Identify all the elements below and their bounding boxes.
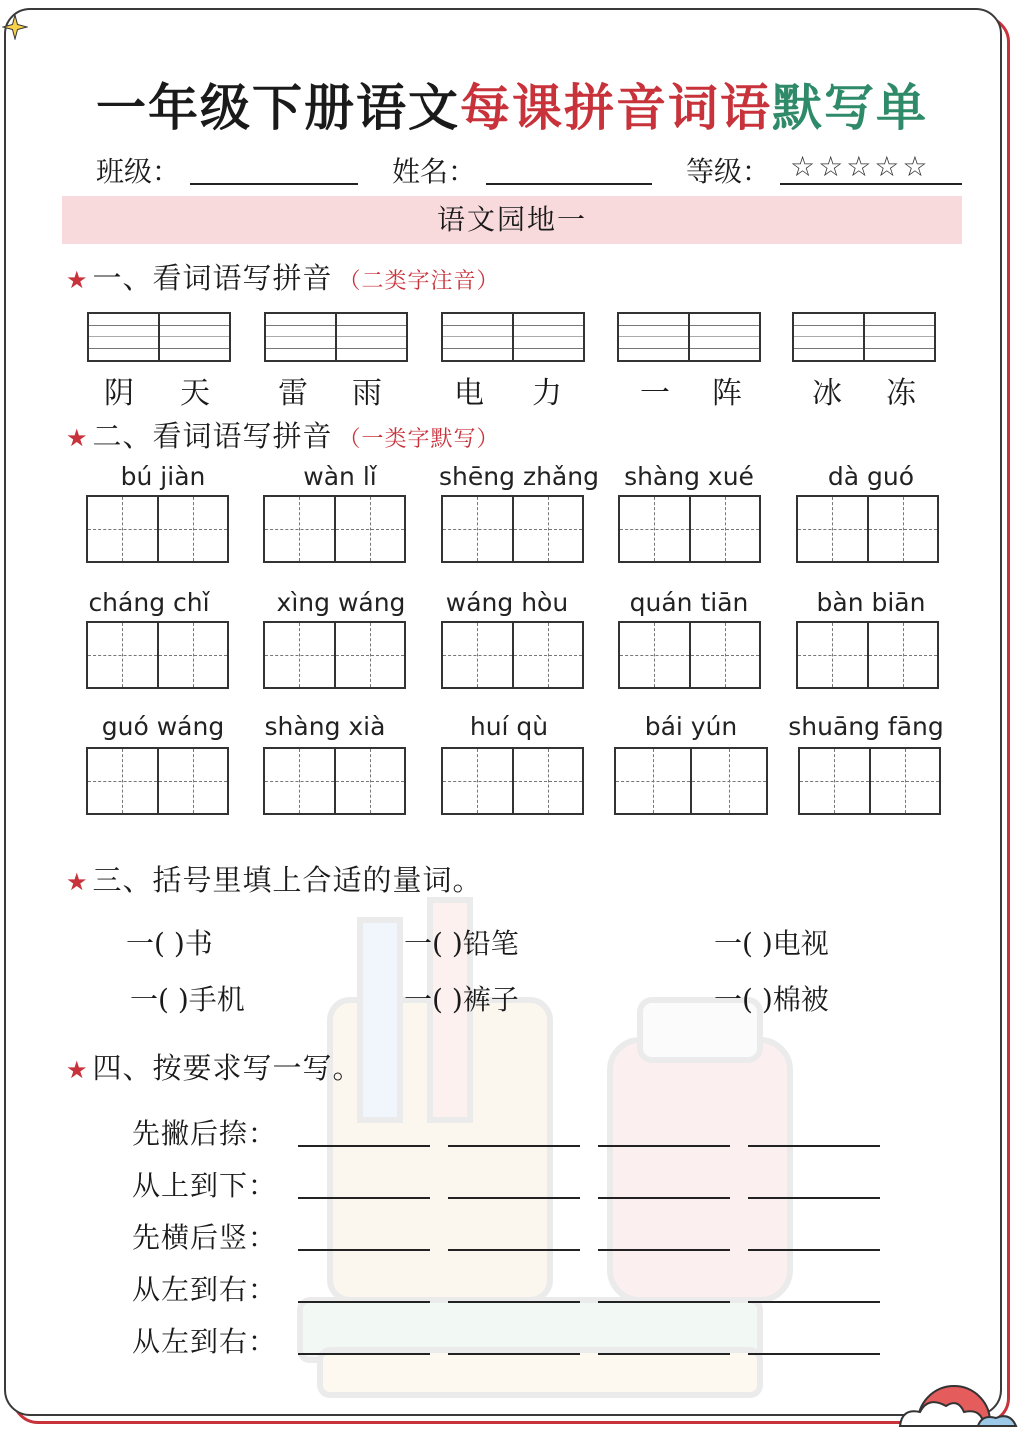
answer-line[interactable]: [748, 1301, 880, 1303]
pinyin-label: shuāng fāng: [788, 712, 944, 741]
grade-label: 等级：: [686, 155, 771, 188]
word-char: 雷: [278, 376, 308, 411]
stroke-rule-label: 先撇后捺：: [132, 1117, 278, 1150]
answer-line[interactable]: [598, 1353, 730, 1355]
pinyin-box[interactable]: [792, 312, 936, 362]
sun-cloud-decoration: [898, 1372, 1018, 1428]
stroke-rule-label: 从上到下：: [132, 1169, 278, 1202]
character-grid[interactable]: [263, 621, 406, 689]
section-3-heading: [66, 858, 483, 899]
star-icon: ★: [66, 266, 89, 294]
section-2-note: （一类字默写）: [338, 427, 500, 452]
word-char: 阴: [104, 376, 134, 411]
stroke-rule-label: 先横后竖：: [132, 1221, 278, 1254]
word-char: 一: [640, 376, 670, 411]
pinyin-label: wáng hòu: [445, 588, 569, 617]
answer-line[interactable]: [298, 1145, 430, 1147]
section-4-heading: [66, 1046, 363, 1087]
section-1-note: （二类字注音）: [338, 269, 500, 294]
section-2-title: 二、看词语写拼音: [92, 419, 333, 453]
pinyin-label: shàng xià: [264, 712, 386, 741]
character-grid[interactable]: [618, 621, 761, 689]
answer-line[interactable]: [448, 1301, 580, 1303]
character-grid[interactable]: [263, 495, 406, 563]
word-char: 阵: [712, 376, 742, 411]
section-4-title: 四、按要求写一写。: [92, 1051, 363, 1085]
page-title: [0, 68, 1024, 140]
answer-line[interactable]: [748, 1249, 880, 1251]
answer-line[interactable]: [298, 1301, 430, 1303]
answer-line[interactable]: [448, 1145, 580, 1147]
answer-line[interactable]: [598, 1249, 730, 1251]
word-char: 天: [180, 376, 210, 411]
pinyin-label: guó wáng: [101, 712, 225, 741]
pinyin-label: quán tiān: [629, 588, 749, 617]
character-grid[interactable]: [796, 495, 939, 563]
pinyin-label: shēng zhǎng: [439, 462, 599, 491]
title-part-3: 默写单: [772, 78, 928, 137]
section-1-heading: [66, 256, 500, 297]
character-grid[interactable]: [86, 621, 229, 689]
star-icon: ★: [66, 868, 89, 896]
measure-word-item[interactable]: 一( )手机: [130, 983, 245, 1016]
title-part-2: 每课拼音词语: [460, 78, 772, 137]
answer-line[interactable]: [298, 1197, 430, 1199]
pinyin-label: xìng wáng: [276, 588, 406, 617]
answer-line[interactable]: [298, 1353, 430, 1355]
grade-field: [780, 183, 962, 185]
pinyin-box[interactable]: [441, 312, 585, 362]
title-part-1: 一年级下册语文: [96, 78, 460, 137]
answer-line[interactable]: [448, 1197, 580, 1199]
sparkle-icon: [2, 14, 28, 40]
pinyin-label: dà guó: [827, 462, 915, 491]
character-grid[interactable]: [86, 747, 229, 815]
answer-line[interactable]: [448, 1249, 580, 1251]
pinyin-box[interactable]: [87, 312, 231, 362]
class-field[interactable]: [190, 183, 358, 185]
word-char: 冰: [812, 376, 842, 411]
stroke-rule-label: 从左到右：: [132, 1273, 278, 1306]
section-3-title: 三、括号里填上合适的量词。: [92, 863, 483, 897]
measure-word-item[interactable]: 一( )棉被: [714, 983, 829, 1016]
measure-word-item[interactable]: 一( )书: [126, 927, 213, 960]
measure-word-item[interactable]: 一( )铅笔: [404, 927, 519, 960]
answer-line[interactable]: [598, 1145, 730, 1147]
character-grid[interactable]: [441, 747, 584, 815]
pinyin-label: bái yún: [644, 712, 738, 741]
character-grid[interactable]: [86, 495, 229, 563]
character-grid[interactable]: [263, 747, 406, 815]
stroke-rule-label: 从左到右：: [132, 1325, 278, 1358]
measure-word-item[interactable]: 一( )裤子: [404, 983, 519, 1016]
star-icon: ★: [66, 424, 89, 452]
lesson-banner: 语文园地一: [62, 196, 962, 244]
answer-line[interactable]: [598, 1301, 730, 1303]
answer-line[interactable]: [748, 1353, 880, 1355]
star-icon: ★: [66, 1056, 89, 1084]
pinyin-box[interactable]: [617, 312, 761, 362]
character-grid[interactable]: [796, 621, 939, 689]
pinyin-label: bú jiàn: [120, 462, 206, 491]
character-grid[interactable]: [441, 495, 584, 563]
name-field[interactable]: [486, 183, 652, 185]
pinyin-label: cháng chǐ: [88, 588, 210, 617]
word-char: 电: [454, 376, 484, 411]
pinyin-label: bàn biān: [816, 588, 926, 617]
grade-stars[interactable]: ☆☆☆☆☆: [790, 150, 931, 183]
word-char: 力: [532, 376, 562, 411]
pinyin-label: huí qù: [469, 712, 549, 741]
answer-line[interactable]: [748, 1145, 880, 1147]
word-char: 雨: [352, 376, 382, 411]
character-grid[interactable]: [798, 747, 941, 815]
word-char: 冻: [886, 376, 916, 411]
pinyin-box[interactable]: [264, 312, 408, 362]
pinyin-label: wàn lǐ: [303, 462, 377, 491]
answer-line[interactable]: [298, 1249, 430, 1251]
character-grid[interactable]: [618, 495, 761, 563]
answer-line[interactable]: [448, 1353, 580, 1355]
answer-line[interactable]: [598, 1197, 730, 1199]
character-grid[interactable]: [441, 621, 584, 689]
pinyin-label: shàng xué: [624, 462, 754, 491]
section-2-heading: [66, 414, 500, 455]
character-grid[interactable]: [614, 747, 768, 815]
section-1-title: 一、看词语写拼音: [92, 261, 333, 295]
measure-word-item[interactable]: 一( )电视: [714, 927, 829, 960]
name-label: 姓名：: [392, 155, 477, 188]
class-label: 班级：: [96, 155, 181, 188]
answer-line[interactable]: [748, 1197, 880, 1199]
